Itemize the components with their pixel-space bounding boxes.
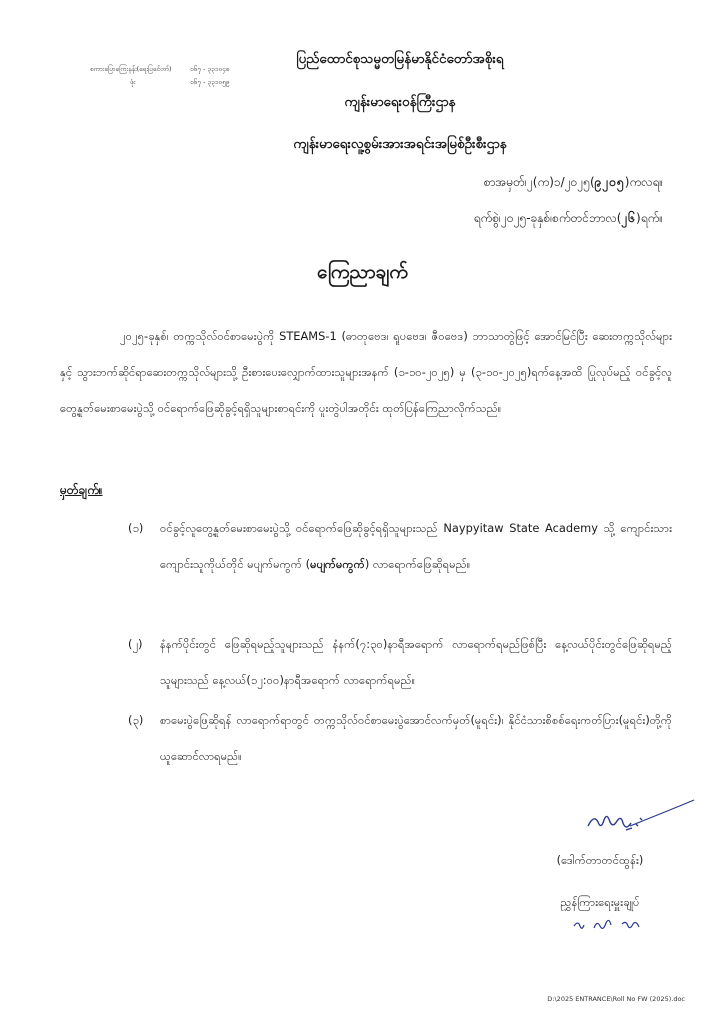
date-prefix: ရက်စွဲ၊၂၀၂၅-ခုနှစ်၊စက်တင်ဘာလ( bbox=[473, 211, 622, 225]
note-number: (၂) bbox=[128, 637, 143, 651]
handwritten-initials bbox=[570, 912, 660, 934]
reference-suffix: )ကလရ။ bbox=[624, 175, 663, 189]
note-text: စာမေးပွဲဖြေဆိုရန် လာရောက်ရာတွင် တက္ကသိုလ်ဝင်စာမေးပွဲအောင်လက်မှတ်(မူရင်း)၊ နိုင်ငံသားစိစစ်ရေးကတ်ပြား(မူရင်း)တို့ကို ယူဆောင်လာရမည်။ bbox=[160, 713, 672, 763]
note-number: (၁) bbox=[128, 521, 144, 535]
contact-block bbox=[90, 63, 229, 89]
note-text: နံနက်ပိုင်းတွင် ဖြေဆိုရမည့်သူများသည် နံနက်(၇:၃၀)နာရီအရောက် လာရောက်ရမည်ဖြစ်ပြီး နေ့လယ်ပိုင်းတွင်ဖြေဆိုရမည့်သူများသည် နေ့လယ်(၁၂:၀၀)နာရီအရောက် လာရောက်ရမည်။ bbox=[160, 637, 672, 687]
announcement-body bbox=[60, 318, 672, 426]
note-item bbox=[60, 510, 672, 582]
letterhead-department: ကျန်းမာရေးလူ့စွမ်းအားအရင်းအမြစ်ဦးစီးဌာန bbox=[293, 136, 507, 152]
office-phone-number: ၀၆၇ - ၃၃၁၀၄၈ bbox=[190, 65, 230, 73]
letter-date bbox=[474, 210, 663, 228]
fax-number: ၀၆၇ - ၃၃၁၀၅၉ bbox=[190, 78, 230, 86]
file-path-footer: D:\2025 ENTRANCE\Roll No FW (2025).doc bbox=[547, 995, 685, 1003]
body-paragraph: ၂၀၂၅-ခုနှစ်၊ တက္ကသိုလ်ဝင်စာမေးပွဲကို STEAMS-1 (ဓာတုဗေဒ၊ ရူပဗေဒ၊ ဇီဝဗေဒ) ဘာသာတွဲဖြင့် အောင်မြင်ပြီး ဆေးတက္ကသိုလ်များနှင့် သွားဘက်ဆိုင်ရာဆေးတက္ကသိုလ်များသို့ ဦးစားပေးလျှောက်ထားသူများအနက် (၁-၁၀-၂၀၂၅) မှ (၃-၁၀-၂၀၂၅)ရက်နေ့အထိ ပြုလုပ်မည့် ဝင်ခွင့်လူတွေ့နှုတ်မေးစာမေးပွဲသို့ ဝင်ရောက်ဖြေဆိုခွင့်ရရှိသူများစာရင်းကို ပူးတွဲပါအတိုင်း ထုတ်ပြန်ကြေညာလိုက်သည်။ bbox=[60, 329, 672, 415]
signer-name: (ဒေါက်တာတင်ထွန်း) bbox=[556, 853, 644, 867]
note-text-part: ဝင်ခွင့်လူတွေ့နှုတ်မေးစာမေးပွဲသို့ ဝင်ရောက်ဖြေဆိုခွင့်ရရှိသူများသည် Naypyitaw State Academy သို့ ကျောင်းသားကျောင်းသူကိုယ်တိုင် မပျက်မကွက် ( bbox=[160, 521, 672, 571]
signer-position: ညွှန်ကြားရေးမှူးချုပ် bbox=[560, 895, 640, 909]
date-handwritten-day: ၂၆ bbox=[621, 211, 637, 225]
reference-handwritten-number: ၉၂၀၅ bbox=[594, 175, 625, 189]
note-item bbox=[60, 626, 672, 698]
office-phone-label: စကားပြောကြေးနန်း(ရေးပြင်ေတာ်) bbox=[90, 65, 172, 73]
note-text bbox=[160, 510, 672, 582]
reference-number bbox=[484, 174, 663, 192]
letterhead-government: ပြည်ထောင်စုသမ္မတမြန်မာနိုင်ငံတော်အစိုးရ bbox=[296, 51, 504, 67]
date-suffix: )ရက်။ bbox=[636, 211, 663, 225]
letterhead-ministry: ကျန်းမာရေးဝန်ကြီးဌာန bbox=[344, 94, 456, 110]
announcement-title: ကြေညာချက် bbox=[317, 261, 408, 283]
note-number: (၃) bbox=[128, 713, 144, 727]
handwritten-signature bbox=[580, 796, 700, 856]
note-item bbox=[60, 702, 672, 774]
reference-prefix: စာအမှတ်၊၂(က)၁/၂၀၂၅( bbox=[483, 175, 595, 189]
note-text-part: ) လာရောက်ဖြေဆိုရမည်။ bbox=[364, 557, 471, 571]
fax-label: ဖုံး bbox=[130, 78, 136, 86]
note-emphasis: မပျက်မကွက် bbox=[310, 557, 365, 571]
notes-heading: မှတ်ချက်။ bbox=[60, 483, 103, 497]
